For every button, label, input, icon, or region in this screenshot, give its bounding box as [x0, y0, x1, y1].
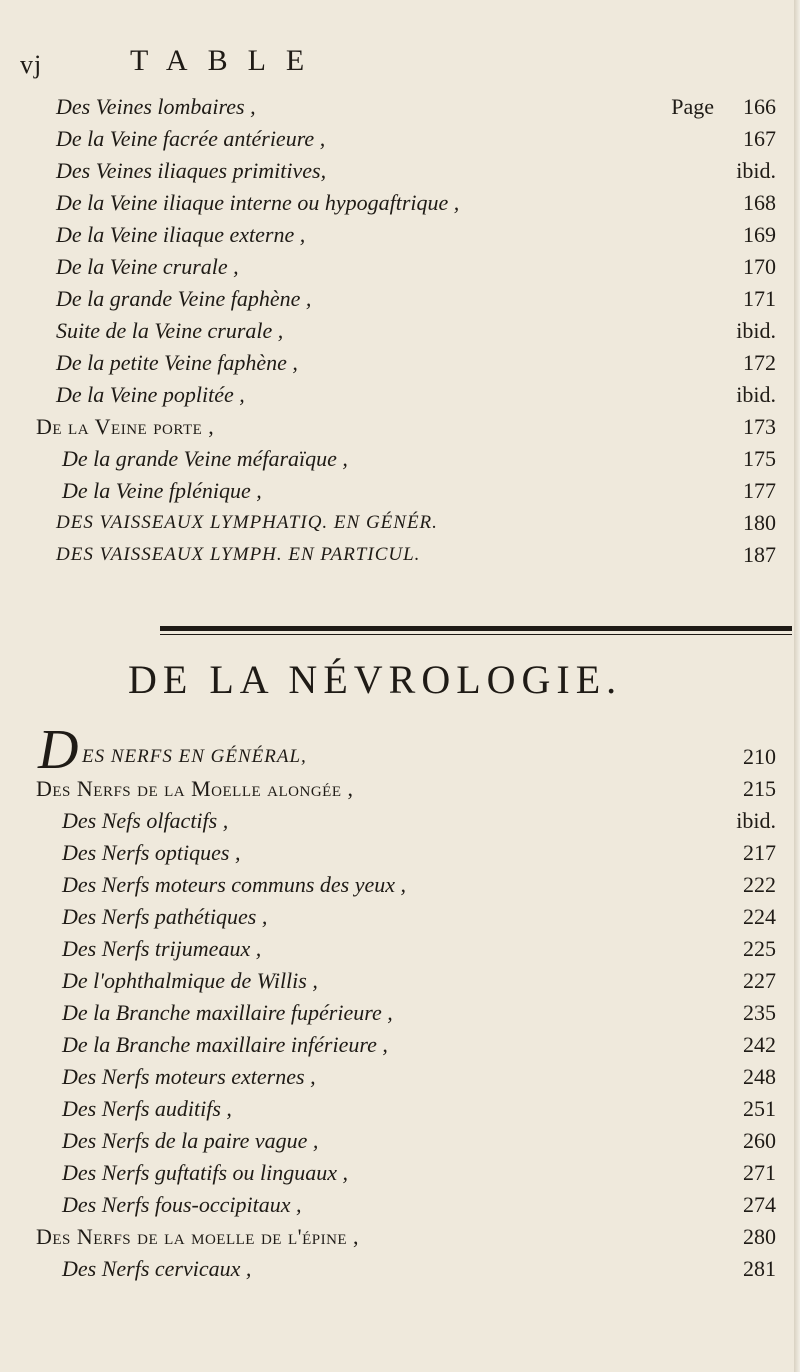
- toc-entry-page: 180: [743, 510, 776, 535]
- toc-entry-page: ibid.: [736, 158, 776, 183]
- toc-entry-page: ibid.: [736, 318, 776, 343]
- toc-entry-page: 225: [743, 936, 776, 961]
- toc-entry[interactable]: [0, 1254, 800, 1284]
- toc-entry-page: ibid.: [736, 382, 776, 407]
- section-title: DE LA NÉVROLOGIE.: [128, 657, 623, 702]
- toc-entry-page: 271: [743, 1160, 776, 1185]
- toc-entry[interactable]: [0, 252, 800, 282]
- toc-entry-label: Des Nefs olfactifs ,: [62, 808, 229, 833]
- toc-entry-page: 173: [743, 414, 776, 439]
- toc-entry-page: 187: [743, 542, 776, 567]
- toc-entry[interactable]: [0, 774, 800, 804]
- toc-entry[interactable]: [0, 966, 800, 996]
- toc-entry[interactable]: [0, 1094, 800, 1124]
- toc-entry-page: 260: [743, 1128, 776, 1153]
- toc-entry-page: 177: [743, 478, 776, 503]
- toc-entry-label: Des Nerfs moteurs externes ,: [62, 1064, 316, 1089]
- toc-entry-label: Des Nerfs de la moelle de l'épine ,: [36, 1224, 360, 1249]
- toc-entry-label: Des Nerfs trijumeaux ,: [62, 936, 262, 961]
- toc-entry-label: Des Nerfs de la Moelle alongée ,: [36, 776, 354, 801]
- toc-entry-label: De la Veine fplénique ,: [62, 478, 262, 503]
- toc-entry-page: 235: [743, 1000, 776, 1025]
- toc-entry[interactable]: [0, 380, 800, 410]
- toc-entry-page: 215: [743, 776, 776, 801]
- toc-entry-page: 222: [743, 872, 776, 897]
- toc-entry[interactable]: [0, 806, 800, 836]
- toc-entry-label: De la Veine facrée antérieure ,: [56, 126, 326, 151]
- toc-entry-label: Des Nerfs de la paire vague ,: [62, 1128, 319, 1153]
- toc-entry-page: 274: [743, 1192, 776, 1217]
- toc-entry-label: De la Branche maxillaire inférieure ,: [62, 1032, 388, 1057]
- toc-entry[interactable]: [0, 1062, 800, 1092]
- toc-entry-page: 217: [743, 840, 776, 865]
- toc-entry-label: DES VAISSEAUX LYMPHATIQ. EN GÉNÉR.: [56, 512, 438, 533]
- toc-entry-label: Des Nerfs fous-occipitaux ,: [62, 1192, 302, 1217]
- toc-entry[interactable]: [0, 1158, 800, 1188]
- toc-entry-label: Des Nerfs pathétiques ,: [62, 904, 268, 929]
- toc-entry[interactable]: [0, 934, 800, 964]
- toc-entry-label: Des Nerfs auditifs ,: [62, 1096, 232, 1121]
- toc-entry-label: De la grande Veine faphène ,: [56, 286, 312, 311]
- toc-entry[interactable]: [0, 476, 800, 506]
- toc-entry[interactable]: [0, 1030, 800, 1060]
- toc-entry[interactable]: [0, 508, 800, 538]
- toc-entry[interactable]: [0, 316, 800, 346]
- page-column-label: Page: [671, 94, 714, 119]
- toc-entry[interactable]: [0, 870, 800, 900]
- toc-entry-page: 281: [743, 1256, 776, 1281]
- folio-number: vj: [20, 50, 43, 79]
- toc-entry-page: 210: [743, 744, 776, 769]
- drop-cap: D: [38, 719, 79, 781]
- toc-entry-page: 175: [743, 446, 776, 471]
- page-header: [0, 44, 800, 84]
- section-divider-thin: [160, 634, 792, 635]
- toc-entry-label: Des Nerfs optiques ,: [62, 840, 241, 865]
- toc-entry-page: 168: [743, 190, 776, 215]
- toc-entry[interactable]: [0, 220, 800, 250]
- toc-entry-label: De la Veine porte ,: [36, 414, 215, 439]
- toc-entry-label: Des Veines lombaires ,: [56, 94, 256, 119]
- toc-entry[interactable]: [0, 1126, 800, 1156]
- toc-entry[interactable]: [0, 1222, 800, 1252]
- toc-entry-label: De la petite Veine faphène ,: [56, 350, 298, 375]
- toc-entry-label: De la Veine crurale ,: [56, 254, 239, 279]
- toc-entry[interactable]: [0, 838, 800, 868]
- toc-entry[interactable]: [0, 742, 800, 772]
- toc-entry[interactable]: [0, 412, 800, 442]
- toc-entry-label: De la Branche maxillaire fupérieure ,: [62, 1000, 393, 1025]
- toc-entry[interactable]: [0, 156, 800, 186]
- toc-entry[interactable]: [0, 188, 800, 218]
- toc-entry-label: Suite de la Veine crurale ,: [56, 318, 284, 343]
- section-divider-thick: [160, 626, 792, 631]
- toc-entry-page: 167: [743, 126, 776, 151]
- toc-entry-label: De la grande Veine méfaraïque ,: [62, 446, 348, 471]
- toc-entry[interactable]: [0, 284, 800, 314]
- toc-entry-page: 280: [743, 1224, 776, 1249]
- toc-entry-label: Des Nerfs guftatifs ou linguaux ,: [62, 1160, 348, 1185]
- toc-entry-label: DES VAISSEAUX LYMPH. EN PARTICUL.: [56, 544, 421, 565]
- toc-entry-page: ibid.: [736, 808, 776, 833]
- toc-entry-label: De la Veine iliaque externe ,: [56, 222, 306, 247]
- toc-entry-label: Des Nerfs moteurs communs des yeux ,: [62, 872, 406, 897]
- toc-entry-page: 224: [743, 904, 776, 929]
- toc-entry[interactable]: [0, 124, 800, 154]
- toc-entry[interactable]: [0, 540, 800, 570]
- toc-entry-page: 227: [743, 968, 776, 993]
- toc-entry-page: 251: [743, 1096, 776, 1121]
- toc-entry-page: 171: [743, 286, 776, 311]
- toc-entry-label: De la Veine poplitée ,: [56, 382, 245, 407]
- toc-entry-page: 248: [743, 1064, 776, 1089]
- toc-entry-label: De l'ophthalmique de Willis ,: [62, 968, 318, 993]
- toc-entry-page: 170: [743, 254, 776, 279]
- toc-entry-page: 172: [743, 350, 776, 375]
- toc-entry[interactable]: [0, 998, 800, 1028]
- toc-entry[interactable]: [0, 902, 800, 932]
- toc-entry[interactable]: [0, 1190, 800, 1220]
- toc-entry-label: Des Veines iliaques primitives,: [56, 158, 327, 183]
- toc-entry[interactable]: [0, 348, 800, 378]
- toc-entry-label: Des Nerfs cervicaux ,: [62, 1256, 252, 1281]
- toc-entry-label: De la Veine iliaque interne ou hypogaftrique ,: [56, 190, 460, 215]
- running-title: TABLE: [130, 44, 325, 77]
- toc-entry[interactable]: [0, 92, 800, 122]
- toc-entry-page: 169: [743, 222, 776, 247]
- toc-entry-page: 166: [743, 94, 776, 119]
- toc-entry-label: ES NERFS EN GÉNÉRAL,: [82, 746, 307, 767]
- toc-entry[interactable]: [0, 444, 800, 474]
- toc-entry-page: 242: [743, 1032, 776, 1057]
